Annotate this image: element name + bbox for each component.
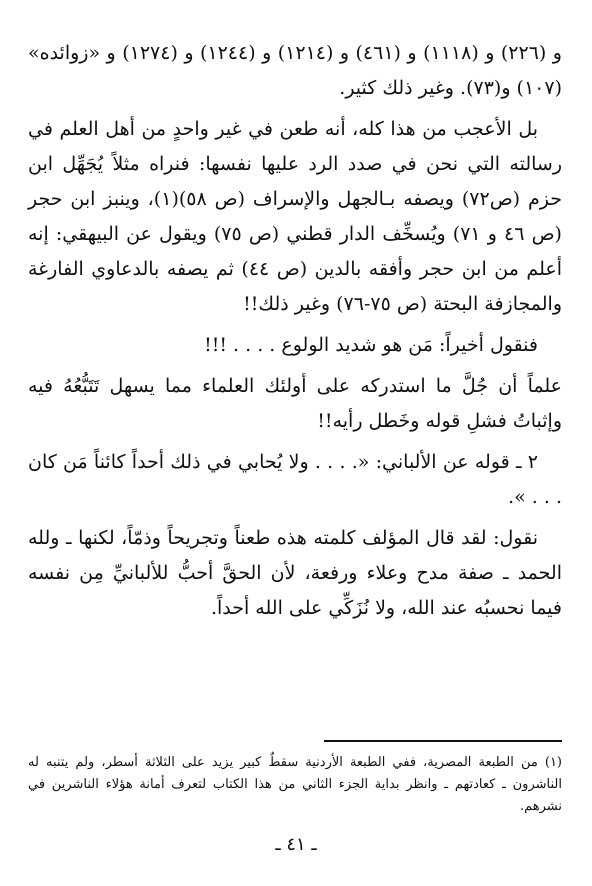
paragraph-4: علماً أن جُلَّ ما استدركه على أولئك العلماء مما يسهل تَتَبُّعُهُ فيه وإثباتُ فشلِ قوله وخَطل رأيه!! xyxy=(28,375,562,432)
paragraph-3: فنقول أخيراً: مَن هو شديد الولوع . . . . !!! xyxy=(204,334,538,356)
paragraph-2: بل الأعجب من هذا كله، أنه طعن في غير واحدٍ من أهل العلم في رسالته التي نحن في صدد الرد عليها نفسها: فنراه مثلاً يُجَهِّل ابن حزم (ص٧٢) ويصفه بـالجهل والإسراف (ص ٥٨)(١)، وينبز ابن حجر (ص ٤٦ و ٧١) ويُسخِّف الدار قطني (ص ٧٥) ويقول عن البيهقي: إنه أعلم من ابن حجر وأفقه بالدين (ص ٤٤) ثم يصفه بالدعاوي الفارغة والمجازفة البحتة (ص ٧٥-٧٦) وغير ذلك!! xyxy=(28,118,562,315)
footnote-1: (١) من الطبعة المصرية، ففي الطبعة الأردنية سقطٌ كبير يزيد على الثلاثة أسطر، ولم يتنبه له الناشرون ـ كعادتهم ـ وانظر بداية الجزء الثاني من هذا الكتاب لتعرف أمانة هؤلاء الناشرين في نشرهم. xyxy=(28,755,562,814)
main-text xyxy=(28,36,562,626)
paragraph-5: ٢ ـ قوله عن الألباني: «. . . . ولا يُحابي في ذلك أحداً كائناً مَن كان . . . ». xyxy=(28,451,562,508)
footnotes xyxy=(28,752,562,818)
page-number: ـ ٤١ ـ xyxy=(275,834,317,855)
paragraph-1: و (٢٢٦) و (١١١٨) و (٤٦١) و (١٢١٤) و (١٢٤٤) و (١٢٧٤) و «زوائده» (١٠٧) و(٧٣). وغير ذلك كثير. xyxy=(28,42,562,99)
footnote-separator xyxy=(324,740,562,742)
paragraph-6: نقول: لقد قال المؤلف كلمته هذه طعناً وتجريحاً وذمّاً، لكنها ـ ولله الحمد ـ صفة مدح وعلاء ورفعة، لأن الحقَّ أحبُّ للألبانيِّ مِن نفسه فيما نحسبُه عند الله، ولا نُزَكِّي على الله أحداً. xyxy=(28,527,562,619)
